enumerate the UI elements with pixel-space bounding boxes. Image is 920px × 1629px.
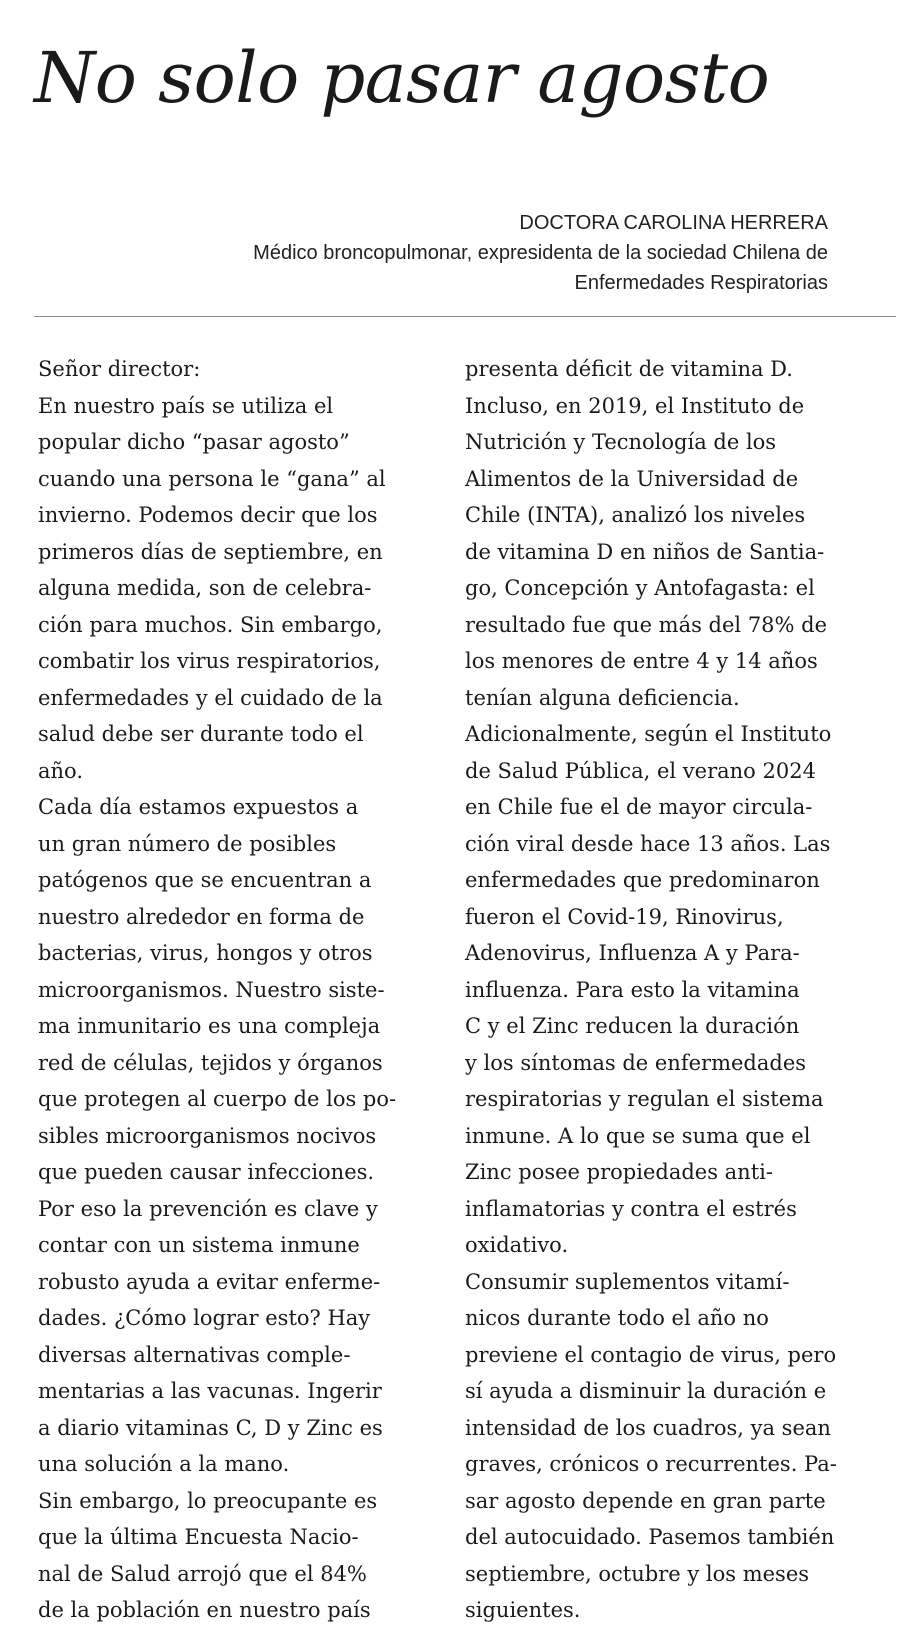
article-text-line: septiembre, octubre y los meses: [465, 1561, 810, 1586]
article-text-line: Incluso, en 2019, el Instituto de: [465, 393, 805, 418]
article-text-line: Nutrición y Tecnología de los: [465, 430, 777, 454]
article-text-line: presenta déficit de vitamina D.: [465, 357, 793, 381]
article-text-line: año.: [38, 758, 83, 783]
article-text-line: intensidad de los cuadros, ya sean: [465, 1415, 831, 1440]
article-text-line: oxidativo.: [465, 1233, 569, 1257]
article-text-line: los menores de entre 4 y 14 años: [465, 649, 818, 673]
article-text-line: ción para muchos. Sin embargo,: [38, 612, 383, 637]
article-text-line: de Salud Pública, el verano 2024: [465, 758, 816, 783]
article-text-line: una solución a la mano.: [38, 1452, 290, 1476]
article-text-line: un gran número de posibles: [38, 831, 337, 856]
article-text-line: En nuestro país se utiliza el: [38, 393, 334, 418]
article-text-line: robusto ayuda a evitar enferme-: [38, 1269, 381, 1294]
author-role-line: Enfermedades Respiratorias: [574, 272, 828, 294]
article-text-line: Adenovirus, Influenza A y Para-: [465, 941, 800, 965]
article-text-line: C y el Zinc reducen la duración: [465, 1014, 800, 1038]
article-body-right-column: [465, 351, 895, 1629]
article-text-line: graves, crónicos o recurrentes. Pa-: [465, 1452, 837, 1476]
article-text-line: nicos durante todo el año no: [465, 1306, 769, 1330]
article-text-line: patógenos que se encuentran a: [38, 868, 372, 892]
article-text-line: y los síntomas de enfermedades: [465, 1050, 807, 1075]
article-text-line: Consumir suplementos vitamí-: [465, 1269, 790, 1294]
article-text-line: Chile (INTA), analizó los niveles: [465, 503, 806, 527]
article-text-line: influenza. Para esto la vitamina: [465, 977, 800, 1002]
article-headline: No solo pasar agosto: [34, 37, 770, 119]
article-text-line: Por eso la prevención es clave y: [38, 1196, 378, 1221]
article-text-line: sí ayuda a disminuir la duración e: [465, 1379, 827, 1403]
article-text-line: mentarias a las vacunas. Ingerir: [38, 1379, 382, 1403]
article-text-line: Alimentos de la Universidad de: [465, 466, 799, 491]
article-text-line: tenían alguna deficiencia.: [465, 685, 740, 710]
article-text-line: Zinc posee propiedades anti-: [465, 1160, 773, 1184]
article-text-line: inflamatorias y contra el estrés: [465, 1196, 797, 1221]
article-text-line: go, Concepción y Antofagasta: el: [465, 576, 815, 600]
article-text-line: alguna medida, son de celebra-: [38, 576, 372, 600]
article-text-line: primeros días de septiembre, en: [38, 539, 383, 564]
article-text-line: de la población en nuestro país: [38, 1598, 371, 1622]
article-text-line: del autocuidado. Pasemos también: [465, 1525, 835, 1549]
article-text-line: dades. ¿Cómo lograr esto? Hay: [38, 1306, 371, 1330]
article-text-line: red de células, tejidos y órganos: [38, 1050, 383, 1075]
article-text-line: contar con un sistema inmune: [38, 1233, 360, 1257]
article-text-line: de vitamina D en niños de Santia-: [465, 539, 825, 564]
article-text-line: sibles microorganismos nocivos: [38, 1123, 377, 1148]
article-text-line: salud debe ser durante todo el: [38, 722, 364, 746]
article-text-line: previene el contagio de virus, pero: [465, 1342, 837, 1367]
article-text-line: inmune. A lo que se suma que el: [465, 1123, 811, 1148]
article-text-line: enfermedades y el cuidado de la: [38, 685, 383, 710]
article-text-line: ma inmunitario es una compleja: [38, 1014, 381, 1038]
article-text-line: que pueden causar infecciones.: [38, 1160, 375, 1184]
header-divider: [34, 316, 896, 317]
article-text-line: popular dicho “pasar agosto”: [38, 430, 350, 454]
article-body-left-column: [38, 351, 438, 1629]
author-role-line: Médico broncopulmonar, expresidenta de la sociedad Chilena de: [253, 242, 828, 264]
article-text-line: enfermedades que predominaron: [465, 868, 820, 892]
article-text-line: combatir los virus respiratorios,: [38, 649, 381, 673]
article-text-line: Sin embargo, lo preocupante es: [38, 1488, 378, 1513]
article-text-line: microorganismos. Nuestro siste-: [38, 977, 385, 1002]
article-text-line: a diario vitaminas C, D y Zinc es: [38, 1415, 383, 1440]
article-text-line: Cada día estamos expuestos a: [38, 795, 359, 819]
article-text-line: Adicionalmente, según el Instituto: [465, 722, 832, 746]
article-text-line: fueron el Covid-19, Rinovirus,: [465, 904, 784, 929]
article-text-line: cuando una persona le “gana” al: [38, 466, 386, 491]
article-text-line: respiratorias y regulan el sistema: [465, 1087, 824, 1111]
article-text-line: resultado fue que más del 78% de: [465, 612, 828, 637]
byline: [253, 208, 828, 298]
article-text-line: invierno. Podemos decir que los: [38, 503, 378, 527]
article-text-line: sar agosto depende en gran parte: [465, 1488, 826, 1513]
article-text-line: que la última Encuesta Nacio-: [38, 1525, 359, 1549]
article-text-line: ción viral desde hace 13 años. Las: [465, 831, 831, 856]
article-text-line: nal de Salud arrojó que el 84%: [38, 1561, 367, 1586]
article-text-line: diversas alternativas comple-: [38, 1342, 351, 1367]
article-text-line: que protegen al cuerpo de los po-: [38, 1087, 397, 1111]
author-name: DOCTORA CAROLINA HERRERA: [519, 212, 828, 234]
article-text-line: Señor director:: [38, 357, 201, 381]
article-text-line: bacterias, virus, hongos y otros: [38, 941, 373, 965]
article-text-line: en Chile fue el de mayor circula-: [465, 795, 813, 819]
article-text-line: siguientes.: [465, 1598, 581, 1622]
article-text-line: nuestro alrededor en forma de: [38, 904, 365, 929]
